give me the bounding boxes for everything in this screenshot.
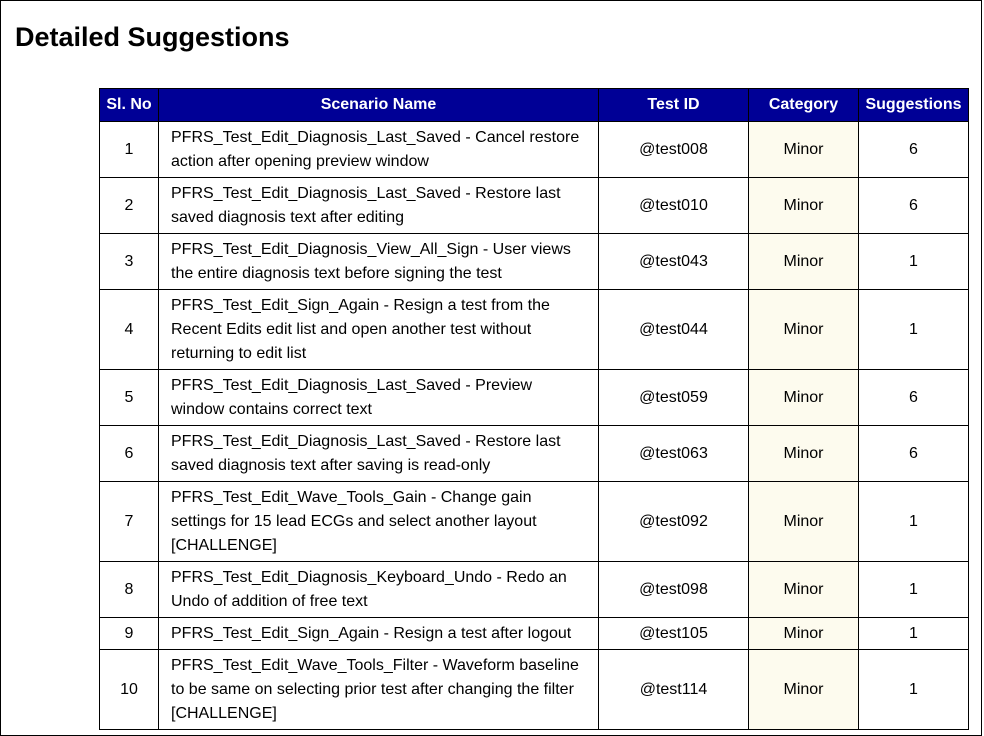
table-header-row bbox=[100, 89, 969, 122]
header-scenario-name: Scenario Name bbox=[159, 89, 599, 122]
cell-category: Minor bbox=[749, 178, 859, 234]
cell-suggestions: 6 bbox=[859, 370, 969, 426]
cell-sl-no: 9 bbox=[100, 618, 159, 650]
cell-suggestions: 1 bbox=[859, 618, 969, 650]
cell-suggestions: 1 bbox=[859, 234, 969, 290]
page-title: Detailed Suggestions bbox=[15, 22, 290, 52]
cell-test-id: @test114 bbox=[599, 650, 749, 730]
header-sl-no: Sl. No bbox=[100, 89, 159, 122]
header-category: Category bbox=[749, 89, 859, 122]
cell-scenario-name: PFRS_Test_Edit_Wave_Tools_Filter - Waveform baseline to be same on selecting prior test after changing the filter [CHALLENGE] bbox=[159, 650, 599, 730]
table-row bbox=[100, 122, 969, 178]
cell-category: Minor bbox=[749, 482, 859, 562]
cell-test-id: @test098 bbox=[599, 562, 749, 618]
cell-sl-no: 3 bbox=[100, 234, 159, 290]
cell-sl-no: 2 bbox=[100, 178, 159, 234]
table-row bbox=[100, 370, 969, 426]
header-suggestions: Suggestions bbox=[859, 89, 969, 122]
cell-test-id: @test010 bbox=[599, 178, 749, 234]
cell-suggestions: 1 bbox=[859, 562, 969, 618]
table-row bbox=[100, 562, 969, 618]
cell-suggestions: 6 bbox=[859, 426, 969, 482]
cell-category: Minor bbox=[749, 290, 859, 370]
cell-category: Minor bbox=[749, 650, 859, 730]
cell-category: Minor bbox=[749, 370, 859, 426]
cell-sl-no: 1 bbox=[100, 122, 159, 178]
table-row bbox=[100, 650, 969, 730]
cell-suggestions: 6 bbox=[859, 178, 969, 234]
cell-scenario-name: PFRS_Test_Edit_Wave_Tools_Gain - Change gain settings for 15 lead ECGs and select another layout [CHALLENGE] bbox=[159, 482, 599, 562]
cell-scenario-name: PFRS_Test_Edit_Diagnosis_View_All_Sign - User views the entire diagnosis text before signing the test bbox=[159, 234, 599, 290]
cell-sl-no: 8 bbox=[100, 562, 159, 618]
cell-suggestions: 6 bbox=[859, 122, 969, 178]
cell-category: Minor bbox=[749, 618, 859, 650]
cell-test-id: @test043 bbox=[599, 234, 749, 290]
cell-test-id: @test105 bbox=[599, 618, 749, 650]
table-row bbox=[100, 234, 969, 290]
table-row bbox=[100, 482, 969, 562]
cell-sl-no: 7 bbox=[100, 482, 159, 562]
cell-scenario-name: PFRS_Test_Edit_Diagnosis_Last_Saved - Preview window contains correct text bbox=[159, 370, 599, 426]
cell-scenario-name: PFRS_Test_Edit_Diagnosis_Last_Saved - Cancel restore action after opening preview window bbox=[159, 122, 599, 178]
table-row bbox=[100, 178, 969, 234]
cell-sl-no: 10 bbox=[100, 650, 159, 730]
cell-test-id: @test092 bbox=[599, 482, 749, 562]
table-row bbox=[100, 290, 969, 370]
cell-suggestions: 1 bbox=[859, 290, 969, 370]
cell-category: Minor bbox=[749, 234, 859, 290]
cell-scenario-name: PFRS_Test_Edit_Sign_Again - Resign a test from the Recent Edits edit list and open another test without returning to edit list bbox=[159, 290, 599, 370]
cell-category: Minor bbox=[749, 426, 859, 482]
cell-scenario-name: PFRS_Test_Edit_Diagnosis_Keyboard_Undo - Redo an Undo of addition of free text bbox=[159, 562, 599, 618]
cell-category: Minor bbox=[749, 562, 859, 618]
header-test-id: Test ID bbox=[599, 89, 749, 122]
table-row bbox=[100, 426, 969, 482]
cell-sl-no: 5 bbox=[100, 370, 159, 426]
cell-test-id: @test063 bbox=[599, 426, 749, 482]
cell-suggestions: 1 bbox=[859, 650, 969, 730]
cell-scenario-name: PFRS_Test_Edit_Sign_Again - Resign a test after logout bbox=[159, 618, 599, 650]
cell-test-id: @test059 bbox=[599, 370, 749, 426]
cell-sl-no: 4 bbox=[100, 290, 159, 370]
cell-suggestions: 1 bbox=[859, 482, 969, 562]
cell-scenario-name: PFRS_Test_Edit_Diagnosis_Last_Saved - Restore last saved diagnosis text after editing bbox=[159, 178, 599, 234]
cell-sl-no: 6 bbox=[100, 426, 159, 482]
cell-category: Minor bbox=[749, 122, 859, 178]
suggestions-table bbox=[99, 88, 969, 730]
table-row bbox=[100, 618, 969, 650]
cell-test-id: @test044 bbox=[599, 290, 749, 370]
cell-test-id: @test008 bbox=[599, 122, 749, 178]
cell-scenario-name: PFRS_Test_Edit_Diagnosis_Last_Saved - Restore last saved diagnosis text after saving is read-only bbox=[159, 426, 599, 482]
